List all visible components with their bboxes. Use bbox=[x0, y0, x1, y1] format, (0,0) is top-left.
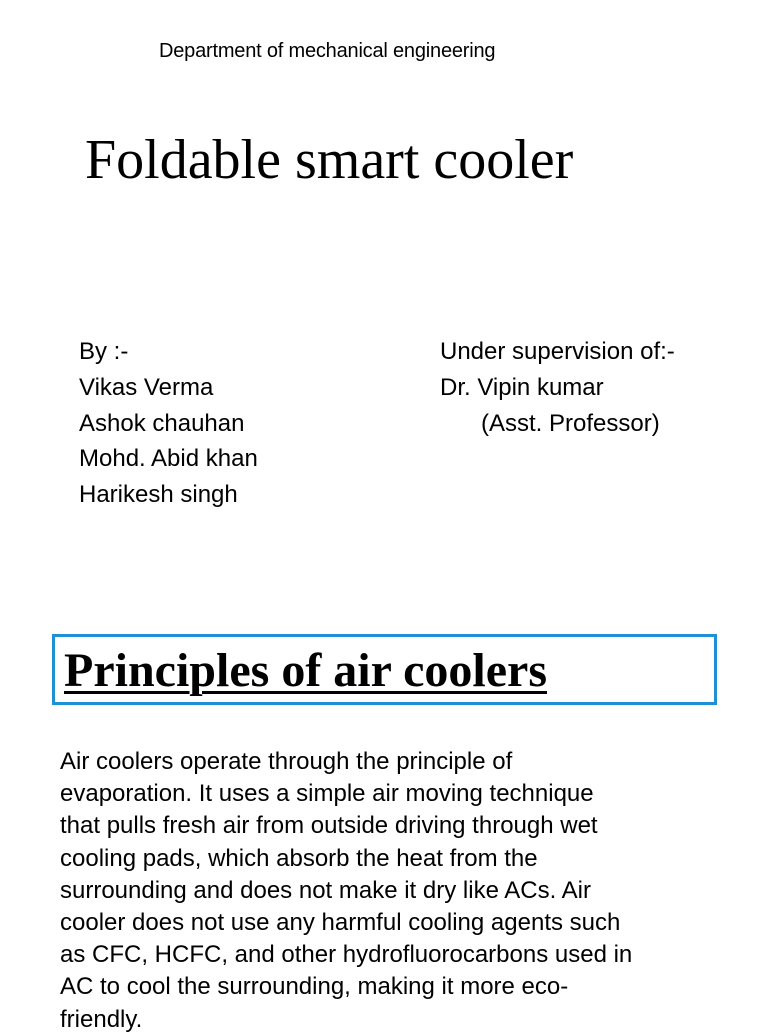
body-line: friendly. bbox=[60, 1005, 143, 1033]
supervisor-label: Under supervision of:- bbox=[440, 338, 675, 365]
section-heading: Principles of air coolers bbox=[64, 644, 547, 697]
body-line: that pulls fresh air from outside driving through wet bbox=[60, 812, 598, 840]
section-heading-box bbox=[52, 634, 717, 705]
body-line: cooling pads, which absorb the heat from the bbox=[60, 844, 538, 872]
authors-list bbox=[79, 334, 258, 513]
author-name: Mohd. Abid khan bbox=[79, 445, 258, 473]
supervisor-designation: (Asst. Professor) bbox=[481, 409, 660, 437]
slide-title: Foldable smart cooler bbox=[85, 129, 574, 191]
supervisor-block bbox=[440, 334, 675, 441]
authors-label: By :- bbox=[79, 338, 129, 365]
body-paragraph bbox=[60, 746, 710, 1036]
body-line: AC to cool the surrounding, making it more eco- bbox=[60, 973, 569, 1001]
body-line: surrounding and does not make it dry like ACs. Air bbox=[60, 876, 591, 904]
author-name: Vikas Verma bbox=[79, 373, 214, 401]
author-name: Ashok chauhan bbox=[79, 409, 245, 437]
body-line: cooler does not use any harmful cooling agents such bbox=[60, 909, 621, 937]
body-line: as CFC, HCFC, and other hydrofluorocarbons used in bbox=[60, 941, 633, 969]
body-line: Air coolers operate through the principle of bbox=[60, 748, 513, 775]
supervisor-name: Dr. Vipin kumar bbox=[440, 373, 604, 401]
body-line: evaporation. It uses a simple air moving technique bbox=[60, 780, 594, 808]
author-name: Harikesh singh bbox=[79, 481, 238, 509]
department-name: Department of mechanical engineering bbox=[159, 40, 496, 62]
